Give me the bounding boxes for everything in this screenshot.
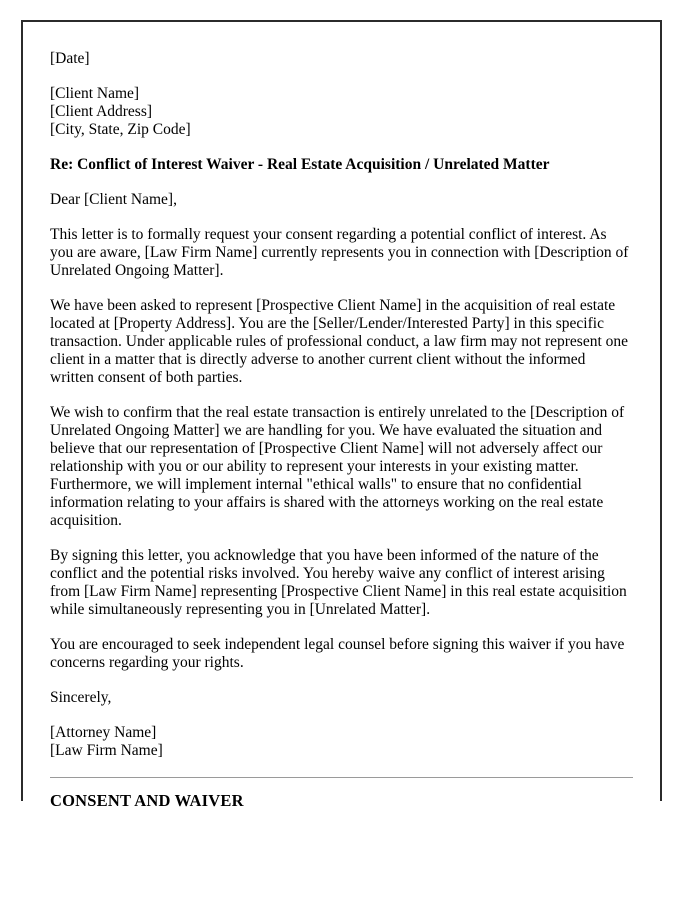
consent-and-waiver-heading: CONSENT AND WAIVER [50,791,244,810]
body-paragraph-2: We have been asked to represent [Prospective Client Name] in the acquisition of real estate located at [Property Address]. You are the [Seller/Lender/Interested Party] in this specific transaction. Under applicable rules of professional conduct, a law firm may not represent one client in a matter that is directly adverse to another current client without the informed written consent of both parties. [50,297,629,386]
law-firm-name-line: [Law Firm Name] [50,742,163,759]
attorney-name-line: [Attorney Name] [50,724,157,741]
body-paragraph-5: You are encouraged to seek independent legal counsel before signing this waiver if you have concerns regarding your rights. [50,636,625,671]
date-line: [Date] [50,50,90,67]
body-paragraph-3: We wish to confirm that the real estate transaction is entirely unrelated to the [Description of Unrelated Ongoing Matter] we are handling for you. We have evaluated the situation and believe that our representation of [Prospective Client Name] will not adversely affect our relationship with you or our ability to represent your interests in your existing matter. Furthermore, we will implement internal "ethical walls" to ensure that no confidential information relating to your affairs is shared with the attorneys working on the real estate acquisition. [50,404,625,529]
recipient-address-block [50,85,633,139]
recipient-name: [Client Name] [50,85,140,102]
body-paragraph-4: By signing this letter, you acknowledge that you have been informed of the nature of the conflict and the potential risks involved. You hereby waive any conflict of interest arising from [Law Firm Name] representing [Prospective Client Name] in this real estate acquisition while simultaneously representing you in [Unrelated Matter]. [50,547,627,618]
recipient-city-state-zip: [City, State, Zip Code] [50,121,191,138]
recipient-street-address: [Client Address] [50,103,153,120]
salutation: Dear [Client Name], [50,191,177,208]
letter-page [21,20,662,810]
subject-line: Re: Conflict of Interest Waiver - Real Estate Acquisition / Unrelated Matter [50,156,550,173]
closing-line: Sincerely, [50,689,112,706]
body-paragraph-1: This letter is to formally request your consent regarding a potential conflict of interest. As you are aware, [Law Firm Name] currently represents you in connection with [Description of Unrelated Ongoing Matter]. [50,226,629,279]
section-divider [50,777,633,778]
signature-block [50,724,633,760]
